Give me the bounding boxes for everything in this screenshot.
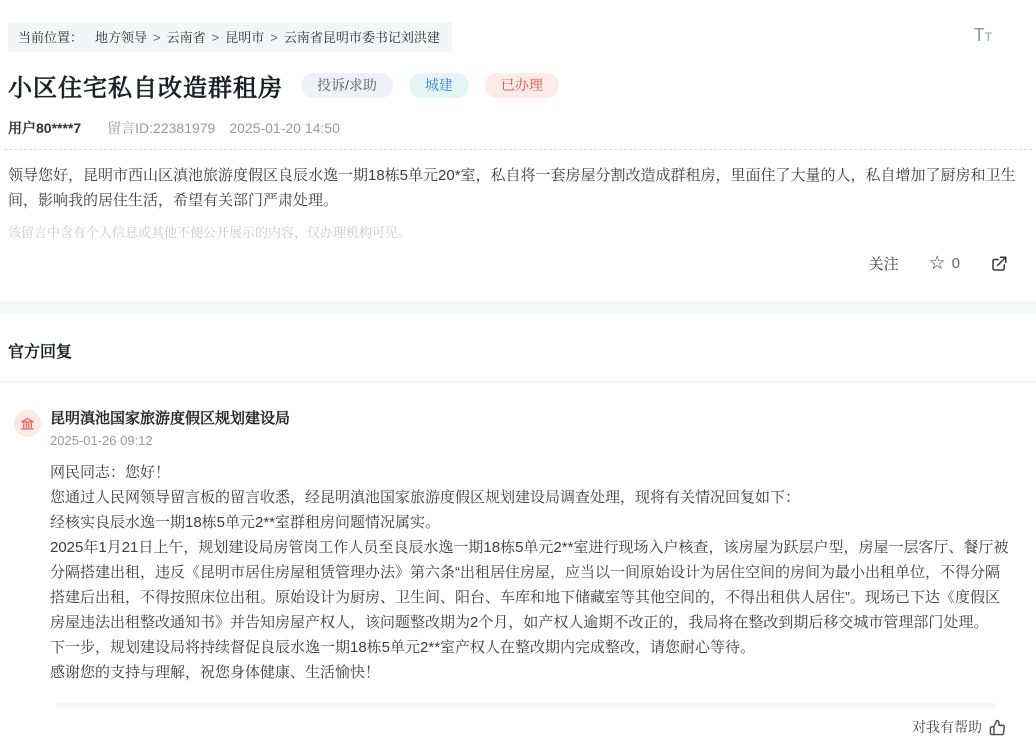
breadcrumb-link[interactable]: 昆明市 xyxy=(225,30,265,45)
message-meta xyxy=(8,118,1028,138)
reply-paragraph: 您通过人民网领导留言板的留言收悉，经昆明滇池国家旅游度假区规划建设局调查处理，现将有关情况回复如下： xyxy=(50,489,801,506)
privacy-note: 该留言中含有个人信息或其他不便公开展示的内容，仅办理机构可见。 xyxy=(8,225,412,240)
government-building-icon xyxy=(20,416,35,431)
share-icon xyxy=(990,255,1008,273)
reply-item xyxy=(0,407,1036,737)
helpful-button[interactable] xyxy=(0,717,1006,737)
title-row xyxy=(8,68,1028,103)
agency-block xyxy=(50,407,1036,448)
reply-paragraph: 2025年1月21日上午，规划建设局房管岗工作人员至良辰水逸一期18栋5单元2**室进行现场入户核查，该房屋为跃层户型，房屋一层客厅、餐厅被分隔搭建出租，违反《昆明市居住房屋租赁管理办法》第六条“出租居住房屋，应当以一间原始设计为居住空间的房间为最小出租单位，不得分隔搭建后出租，不得按照床位出租。原始设计为厨房、卫生间、阳台、车库和地下储藏室等其他空间的，不得出租供人居住”。现场已下达《度假区房屋违法出租整改通知书》并告知房屋产权人，该问题整改期为2个月，如产权人逾期不改正的，我局将在整改到期后移交城市管理部门处理。 xyxy=(50,539,1009,631)
message-date: 2025-01-20 14:50 xyxy=(229,120,340,136)
username: 用户80****7 xyxy=(8,120,82,136)
status-badge: 投诉/求助 xyxy=(301,73,393,98)
favorite-button[interactable] xyxy=(929,254,960,273)
breadcrumb xyxy=(8,22,452,52)
font-size-control[interactable] xyxy=(974,26,992,45)
dashed-divider xyxy=(4,149,1032,150)
tag-list xyxy=(301,73,559,98)
thumbs-up-icon xyxy=(989,719,1006,736)
agency-avatar xyxy=(14,410,41,437)
reply-divider xyxy=(0,381,1036,382)
agency-name: 昆明滇池国家旅游度假区规划建设局 xyxy=(50,410,291,427)
font-size-small-icon: T xyxy=(984,30,992,44)
breadcrumb-separator: > xyxy=(211,30,220,45)
share-button[interactable] xyxy=(990,255,1008,273)
favorite-count: 0 xyxy=(951,255,960,272)
status-badge: 城建 xyxy=(409,73,469,98)
message-actions xyxy=(0,253,1008,274)
message-content: 领导您好，昆明市西山区滇池旅游度假区良辰水逸一期18栋5单元20*室，私自将一套房屋分割改造成群租房，里面住了大量的人，私自增加了厨房和卫生间，影响我的居住生活，希望有关部门严肃处理。 xyxy=(8,167,1016,209)
breadcrumb-link[interactable]: 云南省 xyxy=(166,30,206,45)
breadcrumb-separator: > xyxy=(153,30,161,45)
message-id: 留言ID:22381979 xyxy=(107,120,216,136)
breadcrumb-label: 当前位置： xyxy=(18,30,84,45)
official-reply-section xyxy=(0,314,1036,737)
reply-paragraph: 下一步，规划建设局将持续督促良辰水逸一期18栋5单元2**室产权人在整改期内完成整改，请您耐心等待。 xyxy=(50,639,756,656)
reply-body xyxy=(50,460,1010,685)
reply-paragraph: 网民同志：您好！ xyxy=(50,464,171,481)
official-reply-header: 官方回复 xyxy=(8,344,73,361)
status-badge: 已办理 xyxy=(485,73,559,98)
font-size-large-icon: T xyxy=(973,25,985,45)
star-icon: ☆ xyxy=(928,253,946,274)
breadcrumb-separator: > xyxy=(270,30,278,45)
reply-paragraph: 经核实良辰水逸一期18栋5单元2**室群租房问题情况属实。 xyxy=(50,514,441,531)
breadcrumb-link[interactable]: 云南省昆明市委书记刘洪建 xyxy=(283,30,440,45)
helpful-label: 对我有帮助 xyxy=(912,719,982,735)
reply-date: 2025-01-26 09:12 xyxy=(50,433,153,448)
reply-paragraph: 感谢您的支持与理解，祝您身体健康、生活愉快！ xyxy=(50,664,381,681)
next-section-edge xyxy=(56,703,996,709)
follow-button[interactable]: 关注 xyxy=(868,256,899,273)
section-divider-band xyxy=(0,301,1036,314)
breadcrumb-link[interactable]: 地方领导 xyxy=(95,30,148,45)
page-title: 小区住宅私自改造群租房 xyxy=(8,75,283,102)
